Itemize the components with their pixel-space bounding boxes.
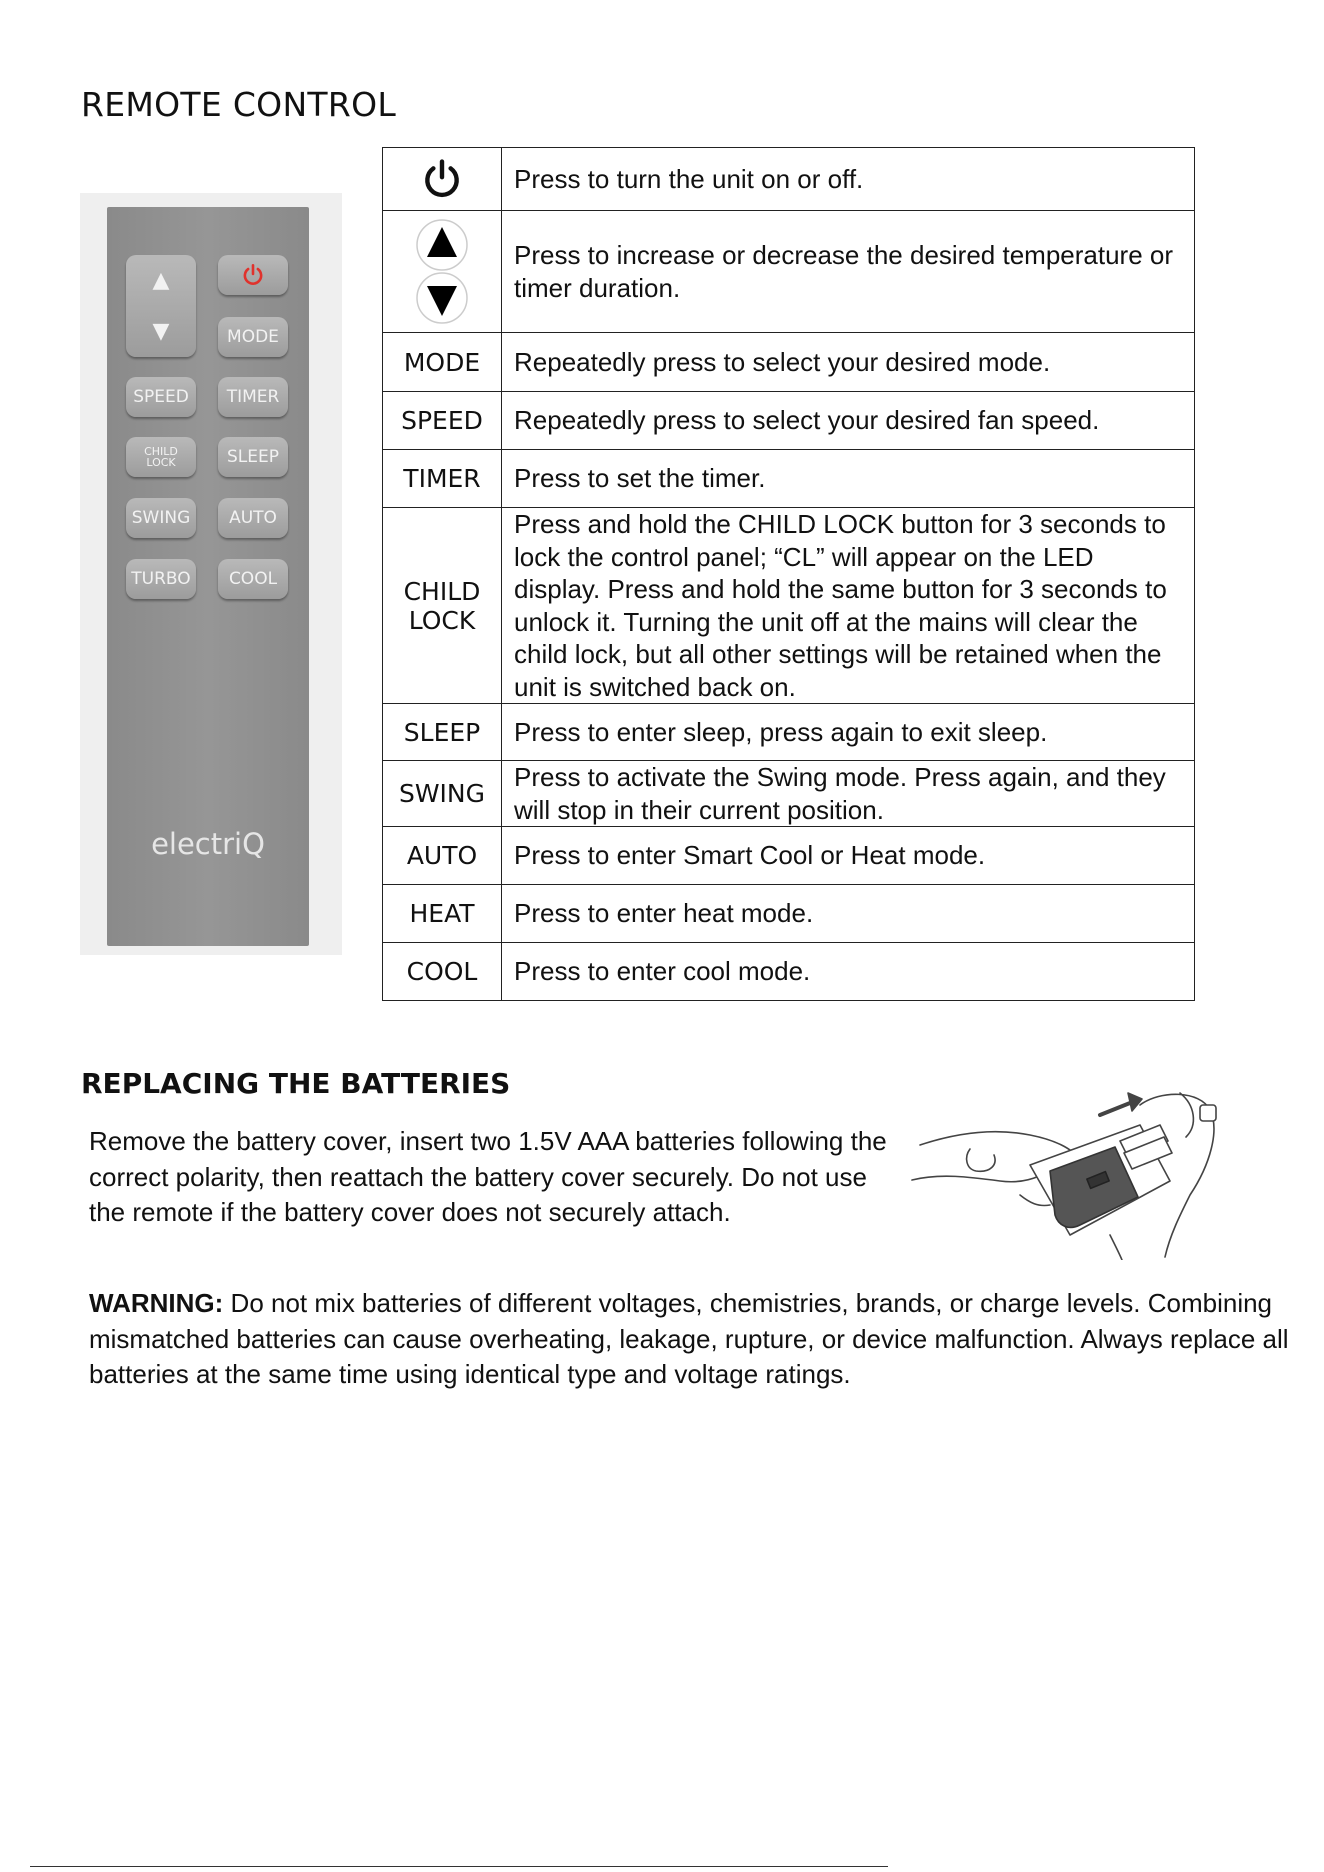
key-cell: HEAT — [383, 885, 502, 943]
desc-cell: Press to enter cool mode. — [502, 943, 1195, 1001]
key-cell — [383, 211, 502, 333]
remote-child-lock-button: CHILD LOCK — [126, 437, 196, 477]
key-cell: CHILD LOCK — [383, 508, 502, 704]
key-cell: TIMER — [383, 450, 502, 508]
desc-cell: Press to increase or decrease the desired temperature or timer duration. — [502, 211, 1195, 333]
key-cell: SWING — [383, 761, 502, 827]
table-row — [383, 450, 1195, 508]
batteries-instructions: Remove the battery cover, insert two 1.5V AAA batteries following the correct polarity, then reattach the battery cover securely. Do not use the remote if the battery cover does not securely attach. — [89, 1126, 887, 1227]
table-row — [383, 148, 1195, 211]
desc-cell: Press to set the timer. — [502, 450, 1195, 508]
remote-swing-button: SWING — [126, 498, 196, 538]
warning-text: Do not mix batteries of different voltages, chemistries, brands, or charge levels. Combining mismatched batteries can cause overheating, leakage, rupture, or device malfunction. Always replace all batteries at the same time using identical type and voltage ratings. — [89, 1288, 1289, 1389]
table-row — [383, 761, 1195, 827]
button-function-table — [382, 147, 1195, 1001]
desc-cell: Repeatedly press to select your desired fan speed. — [502, 392, 1195, 450]
battery-replacement-illustration — [910, 1085, 1230, 1260]
key-cell — [383, 148, 502, 211]
table-row — [383, 333, 1195, 392]
key-cell: SPEED — [383, 392, 502, 450]
table-row — [383, 508, 1195, 704]
remote-power-button — [218, 255, 288, 295]
key-cell: AUTO — [383, 827, 502, 885]
table-row — [383, 392, 1195, 450]
remote-turbo-button: TURBO — [126, 559, 196, 599]
desc-cell: Press to enter sleep, press again to exit sleep. — [502, 704, 1195, 761]
power-icon — [420, 157, 464, 201]
up-arrow-icon: ▲ — [152, 267, 170, 293]
down-arrow-icon: ▼ — [152, 318, 170, 344]
remote-cool-button: COOL — [218, 559, 288, 599]
desc-cell: Press to enter heat mode. — [502, 885, 1195, 943]
remote-speed-button: SPEED — [126, 377, 196, 417]
key-cell: MODE — [383, 333, 502, 392]
desc-cell: Repeatedly press to select your desired mode. — [502, 333, 1195, 392]
desc-cell: Press to activate the Swing mode. Press again, and they will stop in their current position. — [502, 761, 1195, 827]
desc-cell: Press to turn the unit on or off. — [502, 148, 1195, 211]
table-row — [383, 943, 1195, 1001]
remote-up-down-button — [126, 255, 196, 357]
remote-control-illustration — [107, 207, 309, 946]
remote-sleep-button: SLEEP — [218, 437, 288, 477]
table-row — [383, 827, 1195, 885]
table-row — [383, 885, 1195, 943]
batteries-section-title: REPLACING THE BATTERIES — [81, 1067, 511, 1100]
desc-cell: Press and hold the CHILD LOCK button for 3 seconds to lock the control panel; “CL” will appear on the LED display. Press and hold the same button for 3 seconds to unlock it. Turning the unit off at the mains will clear the child lock, but all other settings will be retained when the unit is switched back on. — [502, 508, 1195, 704]
remote-mode-button: MODE — [218, 317, 288, 357]
remote-brand-logo: electriQ — [151, 827, 265, 861]
battery-warning — [89, 1286, 1289, 1393]
desc-cell: Press to enter Smart Cool or Heat mode. — [502, 827, 1195, 885]
key-cell: COOL — [383, 943, 502, 1001]
table-row — [383, 704, 1195, 761]
page-title: REMOTE CONTROL — [81, 85, 397, 124]
power-icon — [240, 262, 266, 288]
key-cell: SLEEP — [383, 704, 502, 761]
remote-auto-button: AUTO — [218, 498, 288, 538]
remote-timer-button: TIMER — [218, 377, 288, 417]
up-down-arrows-icon — [414, 218, 470, 326]
warning-label: WARNING: — [89, 1288, 224, 1318]
table-row — [383, 211, 1195, 333]
footer-divider — [30, 1866, 888, 1867]
